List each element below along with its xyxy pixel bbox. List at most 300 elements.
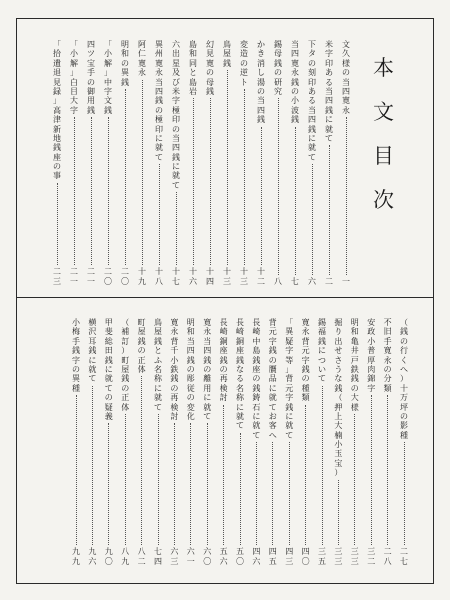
page-number-char: 六 bbox=[189, 276, 197, 286]
entry-title-char: 四 bbox=[155, 86, 163, 96]
contents-entry bbox=[349, 318, 361, 566]
entry-title-char: い bbox=[318, 364, 326, 374]
entry-page-number bbox=[300, 547, 312, 566]
entry-title-char: 鳥 bbox=[154, 318, 162, 327]
entry-title-char: の bbox=[219, 364, 228, 374]
entry-title-char: 座 bbox=[219, 346, 228, 356]
entry-title-char: 銭 bbox=[268, 346, 277, 356]
entry-page-number bbox=[316, 547, 328, 566]
contents-entry bbox=[102, 40, 114, 286]
entry-title-char: 銭 bbox=[203, 355, 212, 365]
entry-title-char: に bbox=[252, 411, 261, 421]
page-number-char: 八 bbox=[137, 547, 146, 557]
entry-page-number bbox=[103, 547, 115, 566]
entry-title-char: 印 bbox=[325, 58, 333, 68]
entry-title bbox=[68, 40, 80, 115]
entry-title-char: て bbox=[318, 374, 326, 384]
contents-entry bbox=[316, 318, 328, 566]
entry-title-char: 御 bbox=[87, 86, 95, 96]
entry-title-char: 類 bbox=[383, 383, 392, 393]
entry-title-char: 銭 bbox=[291, 77, 299, 87]
entry-page-number bbox=[185, 547, 197, 566]
entry-title bbox=[218, 318, 230, 403]
page-number-char: 一 bbox=[70, 276, 78, 286]
page-number-char: 〇 bbox=[121, 276, 129, 286]
entry-title-char: 銭 bbox=[206, 86, 214, 96]
page-number-char: 六 bbox=[252, 556, 261, 566]
entry-title-char: な bbox=[334, 374, 343, 384]
entry-title-char: 字 bbox=[325, 49, 333, 59]
entry-title-char: 屋 bbox=[154, 327, 162, 337]
entry-title-char: の bbox=[240, 58, 248, 68]
entry-title-char: 和 bbox=[189, 49, 197, 59]
entry-title-char: 字 bbox=[70, 105, 78, 115]
entry-title-char: 用 bbox=[87, 96, 95, 106]
leader-dots bbox=[125, 89, 126, 265]
leader-dots bbox=[278, 98, 279, 274]
entry-title-char: 字 bbox=[72, 355, 80, 365]
entry-title bbox=[238, 40, 250, 87]
entry-title-char: 米 bbox=[172, 86, 180, 96]
entry-title-char: 研 bbox=[274, 77, 282, 87]
entry-title bbox=[316, 318, 328, 384]
entry-page-number bbox=[204, 267, 216, 286]
entry-title-char: 印 bbox=[172, 115, 180, 125]
entry-title-char: 就 bbox=[252, 421, 261, 431]
contents-entry bbox=[136, 40, 148, 286]
entry-title-char: と bbox=[154, 346, 162, 356]
entry-page-number bbox=[221, 267, 233, 286]
entry-title-char: て bbox=[154, 402, 162, 412]
page-number-char: 四 bbox=[268, 547, 277, 557]
entry-title bbox=[85, 40, 97, 115]
title-char: 本 bbox=[373, 56, 394, 80]
page-number-char: 三 bbox=[334, 556, 343, 566]
entry-page-number bbox=[170, 267, 182, 286]
entry-page-number bbox=[85, 267, 97, 286]
entry-title-char: 万 bbox=[400, 393, 408, 403]
entry-page-number bbox=[323, 277, 335, 286]
page-number-char: 一 bbox=[342, 276, 350, 286]
entry-title-char: 地 bbox=[53, 133, 61, 143]
page-number-char: 二 bbox=[325, 276, 333, 286]
entry-page-number bbox=[250, 547, 262, 566]
entry-title-char: 背 bbox=[268, 318, 277, 327]
entry-title-char: 新 bbox=[53, 124, 61, 134]
entry-title-char: 字 bbox=[367, 383, 376, 393]
entry-page-number bbox=[102, 267, 114, 286]
entry-title bbox=[103, 318, 115, 421]
entry-title-char: 」 bbox=[104, 68, 112, 78]
entry-title-char: 耳 bbox=[88, 336, 97, 346]
entry-title-char: 井 bbox=[350, 346, 359, 356]
entry-title-char: 正 bbox=[137, 355, 146, 365]
entry-title-char: 鋳 bbox=[252, 393, 261, 403]
entry-title-char: 当 bbox=[257, 96, 265, 106]
entry-title-char: て bbox=[285, 430, 294, 440]
leader-dots bbox=[108, 117, 109, 265]
entry-title-char: に bbox=[172, 162, 180, 172]
contents-entry bbox=[204, 40, 216, 286]
entry-title-char: の bbox=[203, 364, 212, 374]
entry-title-char: 四 bbox=[203, 346, 212, 356]
entry-title-char: 検 bbox=[170, 402, 179, 412]
entry-title bbox=[365, 318, 377, 393]
page-number-char: 九 bbox=[72, 547, 80, 557]
entry-title-char: 銭 bbox=[285, 402, 294, 412]
entry-title-char: 母 bbox=[206, 77, 214, 87]
entry-title-char: 小 bbox=[367, 336, 376, 346]
entry-title-char: 銭 bbox=[104, 105, 112, 115]
entry-title-char: 四 bbox=[291, 49, 299, 59]
entry-title-char: の bbox=[104, 393, 113, 403]
entry-title-char: て bbox=[252, 430, 261, 440]
entry-title-char: 解 bbox=[70, 58, 78, 68]
page-number-char: 五 bbox=[268, 556, 277, 566]
entry-title-char: 字 bbox=[301, 355, 310, 365]
entry-title-char: 寛 bbox=[155, 58, 163, 68]
entry-page-number bbox=[255, 267, 267, 286]
contents-entry bbox=[382, 318, 394, 566]
entry-title-char: 崎 bbox=[219, 327, 228, 337]
page-number-char: 二 bbox=[367, 556, 376, 566]
page-number-char: 二 bbox=[121, 267, 129, 277]
entry-title-char: 小 bbox=[72, 318, 80, 327]
contents-entry bbox=[332, 318, 344, 566]
entry-title-char: 石 bbox=[252, 402, 261, 412]
page-number-char: 〇 bbox=[104, 276, 112, 286]
title-char: 次 bbox=[373, 188, 394, 212]
entry-title-char: へ bbox=[400, 364, 408, 374]
entry-title-char: 字 bbox=[172, 96, 180, 106]
leader-dots bbox=[74, 117, 75, 265]
page-number-char: 十 bbox=[189, 267, 197, 277]
leader-dots bbox=[244, 89, 245, 265]
entry-title-char: 就 bbox=[104, 374, 113, 384]
entry-title-char: 銭 bbox=[121, 77, 129, 87]
contents-entry bbox=[398, 318, 410, 566]
entry-title-char: 宝 bbox=[87, 58, 95, 68]
entry-title-char: 銭 bbox=[274, 58, 282, 68]
entry-title-char: 字 bbox=[285, 346, 294, 356]
entry-title-char: 銭 bbox=[104, 355, 113, 365]
entry-title-char: 和 bbox=[186, 327, 195, 337]
entry-title-char: 彫 bbox=[186, 374, 195, 384]
entry-title-char: 屋 bbox=[137, 327, 146, 337]
entry-page-number bbox=[119, 267, 131, 286]
entry-title-char: 称 bbox=[154, 374, 162, 384]
page-number-char: 〇 bbox=[104, 556, 113, 566]
page-number-char: 九 bbox=[138, 276, 146, 286]
entry-title-char: 沢 bbox=[88, 327, 97, 337]
contents-entry bbox=[323, 40, 335, 286]
entry-title-char: 寛 bbox=[203, 318, 212, 327]
entry-title-char: 和 bbox=[350, 327, 359, 337]
page-number-char: 四 bbox=[285, 547, 294, 557]
contents-entry bbox=[267, 318, 279, 566]
entry-title-char: 種 bbox=[72, 383, 80, 393]
entry-title-char: 文 bbox=[342, 40, 350, 49]
entry-title bbox=[306, 40, 318, 162]
entry-title-char: 「 bbox=[104, 40, 112, 49]
entry-title-char: 退 bbox=[53, 68, 61, 78]
entry-title-char: 鉄 bbox=[170, 364, 179, 374]
page-number-char: 〇 bbox=[301, 556, 310, 566]
entry-title-char: 銭 bbox=[186, 355, 195, 365]
contents-entry bbox=[51, 40, 63, 286]
page-number-char: 十 bbox=[172, 267, 180, 277]
entry-title bbox=[283, 318, 295, 440]
entry-title-char: の bbox=[308, 58, 316, 68]
entry-title-char: び bbox=[172, 77, 180, 87]
entry-title-char: 四 bbox=[257, 105, 265, 115]
entry-title-char: て bbox=[203, 411, 212, 421]
entry-title-char: 総 bbox=[104, 336, 113, 346]
contents-entry bbox=[221, 40, 233, 286]
entry-title-char: し bbox=[257, 68, 265, 78]
entry-title-char: 六 bbox=[172, 40, 180, 49]
entry-title-char: 当 bbox=[308, 105, 316, 115]
entry-page-number bbox=[70, 547, 82, 566]
entry-page-number bbox=[382, 547, 394, 566]
page-number-char: 十 bbox=[155, 267, 163, 277]
entry-page-number bbox=[218, 547, 230, 566]
entry-title-char: 州 bbox=[155, 49, 163, 59]
entry-title-char: 就 bbox=[308, 143, 316, 153]
entry-title-char: タ bbox=[308, 49, 316, 59]
section-divider bbox=[16, 297, 434, 298]
entry-title-char: き bbox=[257, 49, 265, 59]
entry-title-char: 島 bbox=[189, 77, 197, 87]
entry-title-char: 元 bbox=[301, 346, 310, 356]
entry-title-char: の bbox=[257, 86, 265, 96]
contents-entry bbox=[153, 40, 165, 286]
entry-title-char: 印 bbox=[308, 77, 316, 87]
entry-title bbox=[119, 318, 131, 412]
entry-title-char: 再 bbox=[219, 374, 228, 384]
leader-dots bbox=[272, 442, 273, 545]
entry-title bbox=[323, 40, 335, 143]
entry-title bbox=[340, 40, 352, 115]
entry-title bbox=[255, 40, 267, 125]
entry-title-char: の bbox=[268, 355, 277, 365]
entry-title-char: の bbox=[186, 393, 195, 403]
entry-title-char: 明 bbox=[121, 40, 129, 49]
contents-entry bbox=[68, 40, 80, 286]
page-number-char: 九 bbox=[121, 556, 130, 566]
entry-title-char: 永 bbox=[383, 355, 392, 365]
entry-title-char: へ bbox=[268, 430, 277, 440]
contents-entry bbox=[185, 318, 197, 566]
entry-title-char: ツ bbox=[87, 49, 95, 59]
entry-title-char: 銭 bbox=[350, 374, 359, 384]
page-number-char: 九 bbox=[104, 547, 113, 557]
contents-entry bbox=[201, 318, 213, 566]
entry-title bbox=[136, 318, 148, 374]
entry-title-char: 小 bbox=[334, 440, 343, 450]
entry-title-char: 中 bbox=[104, 77, 112, 87]
entry-title-char: 銭 bbox=[257, 115, 265, 125]
contents-entry bbox=[119, 40, 131, 286]
entry-page-number bbox=[136, 267, 148, 286]
leader-dots bbox=[158, 414, 159, 545]
entry-page-number bbox=[332, 547, 344, 566]
leader-dots bbox=[322, 386, 323, 545]
entry-title-char: 字 bbox=[104, 86, 112, 96]
entry-title-char: 寛 bbox=[170, 318, 179, 327]
page-number-char: 二 bbox=[53, 267, 61, 277]
entry-title-char: 就 bbox=[236, 411, 244, 421]
leader-dots bbox=[176, 192, 177, 265]
contents-entry bbox=[119, 318, 131, 566]
entry-page-number bbox=[168, 547, 180, 566]
leader-dots bbox=[159, 164, 160, 265]
entry-title-char: 銭 bbox=[291, 115, 299, 125]
entry-title bbox=[349, 318, 361, 412]
entry-title-char: に bbox=[203, 393, 212, 403]
entry-title-char: 等 bbox=[285, 355, 294, 365]
entry-title-char: 同 bbox=[189, 58, 197, 68]
entry-title-char: る bbox=[308, 96, 316, 106]
entry-title-char: 永 bbox=[155, 68, 163, 78]
entry-title-char: 銭 bbox=[318, 336, 326, 346]
entry-page-number bbox=[68, 267, 80, 286]
entry-title-char: の bbox=[121, 383, 130, 393]
entry-title-char: 背 bbox=[170, 336, 179, 346]
entry-title-char: に bbox=[318, 346, 326, 356]
entry-page-number bbox=[267, 547, 279, 566]
leader-dots bbox=[404, 442, 405, 545]
page-number-char: 三 bbox=[240, 276, 248, 286]
page-number-char: 八 bbox=[383, 556, 392, 566]
entry-title-char: 義 bbox=[104, 411, 113, 421]
entry-title bbox=[185, 318, 197, 421]
entry-title-char: に bbox=[236, 402, 244, 412]
entry-title-char: 当 bbox=[186, 336, 195, 346]
entry-title-char: 島 bbox=[252, 346, 261, 356]
entry-title-char: 千 bbox=[170, 346, 179, 356]
entry-title-char: に bbox=[154, 383, 162, 393]
entry-title-char: 贋 bbox=[268, 364, 277, 374]
entry-title-char: 小 bbox=[70, 49, 78, 59]
entry-title-char: 普 bbox=[367, 346, 376, 356]
page-number-char: 三 bbox=[223, 276, 231, 286]
entry-title-char: 品 bbox=[268, 374, 277, 384]
entry-title-char: 刻 bbox=[308, 68, 316, 78]
page-number-char: 七 bbox=[172, 276, 180, 286]
entry-title-char: 大 bbox=[350, 393, 359, 403]
entry-title-char: 座 bbox=[252, 364, 261, 374]
entry-title-char: 永 bbox=[291, 68, 299, 78]
entry-title bbox=[136, 40, 148, 78]
leader-dots bbox=[329, 145, 330, 274]
entry-title-char: の bbox=[155, 105, 163, 115]
entry-title-char: り bbox=[334, 327, 343, 337]
entry-title-char: 永 bbox=[203, 327, 212, 337]
entry-title-char: て bbox=[325, 133, 333, 143]
entry-title-char: 手 bbox=[383, 336, 392, 346]
entry-title-char: 体 bbox=[137, 364, 146, 374]
entry-title-char: 鳥 bbox=[223, 40, 231, 49]
entry-title-char: 坪 bbox=[400, 402, 408, 412]
leader-dots bbox=[190, 423, 191, 545]
entry-title-char: 異 bbox=[155, 40, 163, 49]
entry-page-number bbox=[349, 547, 361, 566]
entry-title-char: 錫 bbox=[274, 40, 282, 49]
entry-title-char: 錫 bbox=[318, 318, 326, 327]
page-number-char: 二 bbox=[257, 276, 265, 286]
entry-title-char: 拾 bbox=[53, 49, 61, 59]
leader-dots bbox=[338, 480, 339, 546]
entry-title-char: 銭 bbox=[170, 374, 179, 384]
entry-title-char: 就 bbox=[155, 143, 163, 153]
entry-title-char: 錦 bbox=[367, 374, 376, 384]
page-number-char: 五 bbox=[236, 547, 244, 557]
entry-page-number bbox=[51, 267, 63, 286]
entry-title bbox=[119, 40, 131, 87]
page-number-char: 三 bbox=[318, 547, 326, 557]
page-number-char: 二 bbox=[104, 267, 112, 277]
entry-title-char: 字 bbox=[268, 336, 277, 346]
entry-title-char: く bbox=[400, 355, 408, 365]
entry-title-char: 和 bbox=[121, 49, 129, 59]
entry-title-char: 造 bbox=[240, 49, 248, 59]
entry-title-char: 小 bbox=[104, 49, 112, 59]
entry-title-char: 銭 bbox=[87, 105, 95, 115]
entry-title-char: 銭 bbox=[252, 355, 261, 365]
entry-page-number bbox=[201, 547, 213, 566]
entry-title-char: 寛 bbox=[206, 58, 214, 68]
page-number-char: 十 bbox=[257, 267, 265, 277]
entry-title bbox=[70, 318, 82, 393]
entry-title-char: 湯 bbox=[257, 77, 265, 87]
entry-title-char: 旧 bbox=[383, 327, 392, 337]
entry-title bbox=[332, 318, 344, 478]
entry-title-char: 鉄 bbox=[350, 364, 359, 374]
entry-title-char: 明 bbox=[350, 318, 359, 327]
entry-title-char: の bbox=[53, 162, 61, 172]
leader-dots bbox=[289, 442, 290, 545]
entry-title-char: 永 bbox=[138, 68, 146, 78]
entry-title-char: 寛 bbox=[138, 58, 146, 68]
entry-title-char: 掘 bbox=[334, 318, 343, 327]
entry-title-char: 永 bbox=[342, 105, 350, 115]
page-number-char: 三 bbox=[367, 547, 376, 557]
entry-title-char: 疑 bbox=[104, 402, 113, 412]
page-number-char: 三 bbox=[170, 556, 179, 566]
page-number-char: 九 bbox=[72, 556, 80, 566]
entry-title-char: 座 bbox=[53, 152, 61, 162]
entry-title bbox=[168, 318, 180, 421]
leader-dots bbox=[210, 98, 211, 265]
title-char: 文 bbox=[373, 100, 394, 124]
entry-title-char: 町 bbox=[121, 355, 130, 365]
entry-title-char: 銅 bbox=[236, 336, 244, 346]
entry-title-char: 事 bbox=[53, 171, 61, 181]
entry-title-char: 」 bbox=[285, 364, 294, 374]
contents-entry bbox=[152, 318, 164, 566]
entry-title-char: に bbox=[155, 133, 163, 143]
contents-entry bbox=[306, 40, 318, 286]
entry-title-char: 変 bbox=[240, 40, 248, 49]
entry-page-number bbox=[272, 277, 284, 286]
entry-page-number bbox=[152, 547, 164, 566]
entry-title-char: 究 bbox=[274, 86, 282, 96]
page-number-char: 四 bbox=[206, 276, 214, 286]
entry-title-char: 名 bbox=[154, 364, 162, 374]
contents-entry bbox=[365, 318, 377, 566]
entry-title-char: 当 bbox=[172, 133, 180, 143]
